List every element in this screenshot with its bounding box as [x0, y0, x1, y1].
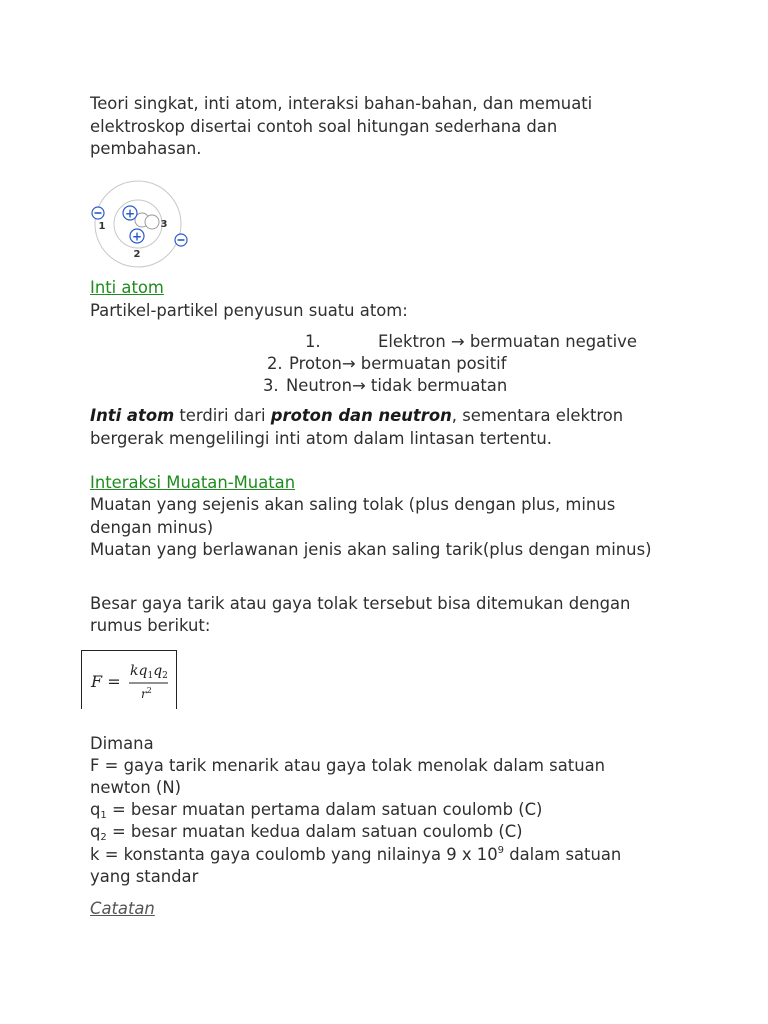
list-item	[263, 375, 507, 397]
inti-text: , sementara elektron	[451, 406, 624, 425]
interaksi-line1: Muatan yang sejenis akan saling tolak (plus dengan plus, minus	[90, 495, 616, 514]
term-inti-atom: Inti atom	[90, 406, 175, 425]
list-number: 3.	[263, 376, 279, 395]
atom-diagram	[88, 178, 196, 270]
k-text-end: dalam satuan	[504, 845, 622, 864]
q2-symbol: q	[90, 822, 101, 841]
list-item	[305, 331, 637, 353]
list-number: 2.	[267, 354, 283, 373]
gaya-line1: Besar gaya tarik atau gaya tolak tersebut bisa ditemukan dengan	[90, 594, 631, 613]
def-f-line2: newton (N)	[90, 778, 181, 797]
nucleus-particle	[145, 215, 159, 229]
q2-text: = besar muatan kedua dalam satuan coulomb (C)	[106, 822, 523, 841]
def-f-line1: F = gaya tarik menarik atau gaya tolak menolak dalam satuan	[90, 756, 606, 775]
interaksi-line2: dengan minus)	[90, 518, 214, 537]
diagram-label-1: 1	[98, 221, 106, 232]
diagram-label-2: 2	[133, 249, 141, 260]
formula-lhs: F =	[91, 672, 121, 691]
list-item	[267, 353, 506, 375]
coulomb-formula	[81, 650, 177, 709]
def-k-line2: yang standar	[90, 867, 199, 886]
list-text: Elektron → bermuatan negative	[378, 332, 637, 351]
proton-icon	[130, 229, 144, 244]
interaksi-line3: Muatan yang berlawanan jenis akan saling tarik(plus dengan minus)	[90, 540, 652, 559]
electron-icon	[92, 207, 104, 219]
diagram-label-3: 3	[160, 219, 168, 230]
q1-symbol: q	[90, 800, 101, 819]
heading-interaksi[interactable]: Interaksi Muatan-Muatan	[90, 473, 296, 492]
inti-text: terdiri dari	[174, 406, 271, 425]
dimana-title: Dimana	[90, 734, 154, 753]
electron-icon	[175, 234, 187, 246]
catatan-heading[interactable]: Catatan	[90, 899, 155, 918]
inti-lead: Partikel-partikel penyusun suatu atom:	[90, 301, 408, 320]
q1-text: = besar muatan pertama dalam satuan coulomb (C)	[106, 800, 543, 819]
k-text: k = konstanta gaya coulomb yang nilainya 9 x 10	[90, 845, 498, 864]
term-proton-neutron: proton dan neutron	[270, 406, 452, 425]
intro-paragraph: Teori singkat, inti atom, interaksi bahan-bahan, dan memuati elektroskop disertai contoh soal hitungan sederhana dan pembahasan.	[90, 94, 593, 158]
svg-text:+: +	[124, 206, 136, 221]
def-k-line1	[90, 844, 621, 867]
inti-paragraph-line2: bergerak mengelilingi inti atom dalam lintasan tertentu.	[90, 429, 552, 448]
gaya-line2: rumus berikut:	[90, 616, 211, 635]
heading-inti-atom[interactable]: Inti atom	[90, 278, 164, 297]
list-number: 1.	[305, 332, 321, 351]
proton-icon	[123, 206, 137, 221]
list-text: Neutron→ tidak bermuatan	[286, 376, 508, 395]
list-text: Proton→ bermuatan positif	[289, 354, 507, 373]
formula-denominator: $r^2$	[141, 686, 152, 701]
q1-subscript: 1	[100, 810, 107, 821]
q2-subscript: 2	[100, 832, 107, 843]
inti-paragraph-line1	[90, 405, 623, 428]
svg-text:+: +	[131, 229, 143, 244]
k-exponent: 9	[497, 845, 505, 856]
formula-numerator: $kq_1q_2$	[130, 663, 168, 681]
